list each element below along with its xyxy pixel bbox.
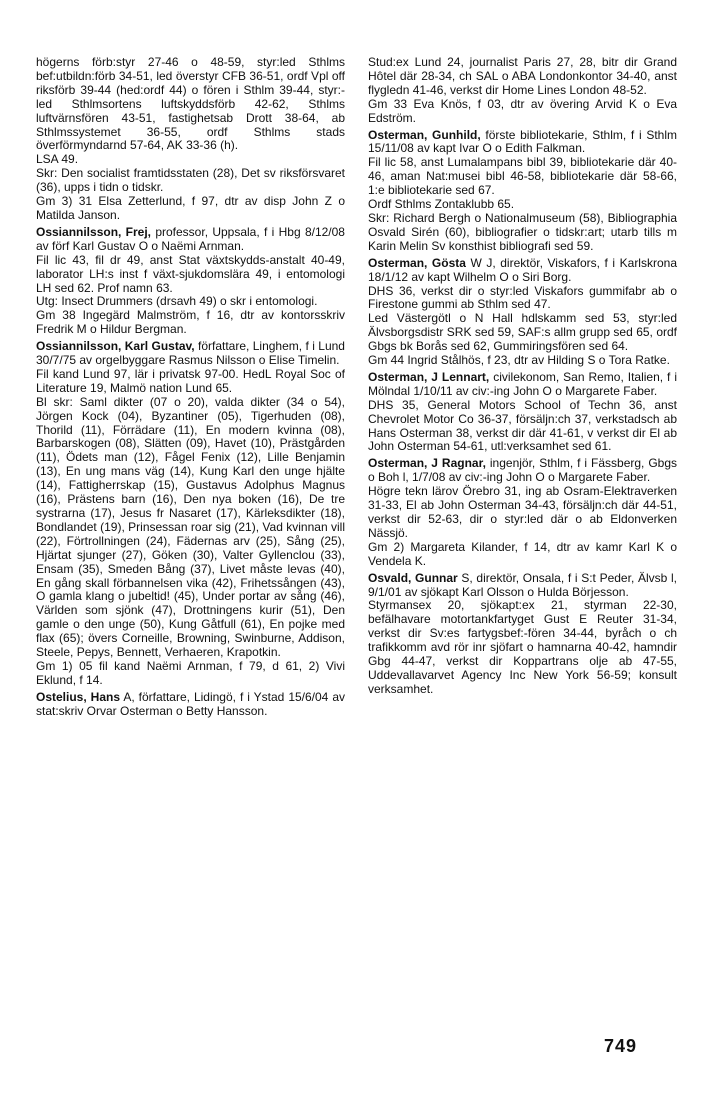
entry-paragraph — [368, 285, 677, 313]
entry-text: Fil lic 43, fil dr 49, anst Stat växtskydds-anstalt 40-49, laborator LH:s inst f växt-sjukdomslära 49, i entomologi LH sed 62. Prof namn 63. — [36, 252, 345, 295]
entry-name: Osvald, Gunnar — [368, 570, 458, 585]
entry-text: A, författare, Lidingö, f i Ystad 15/6/04 av stat:skriv Orvar Osterman o Betty Hansson. — [36, 689, 345, 718]
entry-text: Led Västergötl o N Hall hdlskamm sed 53, styr:led Älvsborgsdistr SRK sed 59, SAF:s allm grupp sed 65, ordf Gbgs bk Borås sed 62, Gummiringsfören sed 64. — [368, 311, 677, 354]
entry-paragraph — [368, 129, 677, 157]
entry-name: Ossiannilsson, Karl Gustav, — [36, 339, 195, 354]
entry-paragraph — [36, 295, 345, 309]
entry-paragraph — [36, 153, 345, 167]
biography-entry — [368, 572, 677, 697]
entry-text: civilekonom, San Remo, Italien, f i Mölndal 1/10/11 av civ:-ing John O o Margarete Faber. — [368, 369, 677, 398]
entry-text: Gm 3) 31 Elsa Zetterlund, f 97, dtr av disp John Z o Matilda Janson. — [36, 194, 345, 222]
entry-text: Skr: Richard Bergh o Nationalmuseum (58), Bibliographia Osvald Sirén (60), bibliografier o tidskr:art; utarb tills m Karin Melin Sv konsthist bibliografi sed 59. — [368, 210, 677, 253]
entry-text: DHS 36, verkst dir o styr:led Viskafors gummifabr ab o Firestone gummi ab Sthlm sed 47. — [368, 283, 677, 312]
entry-text: Gm 33 Eva Knös, f 03, dtr av övering Arvid K o Eva Edström. — [368, 96, 677, 125]
entry-paragraph — [368, 599, 677, 696]
entry-text: Bl skr: Saml dikter (07 o 20), valda dikter (34 o 54), Jörgen Kock (04), Byzantiner (05), Tigerhuden (08), Thorild (11), Förrädare (11), En modern kvinna (08), Barbarskogen (08), Slätten (09), Havet (10), Prästgården (11), Ödets man (12), Fågel Fenix (12), Lille Benjamin (13), En ung mans väg (14), Kung Karl den unge hjälte (14), Fattigherrskap (15), Gustavus Adolphus Magnus (16), Prästens barn (16), Den nya boken (16), De tre systrarna (17), Jesus fr Nasaret (17), Kärleksdikter (18), Bondlandet (19), Prinsessan roar sig (21), Vad kvinnan vill (22), Förtrollningen (24), Fädernas arv (25), Sång (25), Hjärtat sjunger (27), Göken (30), Valter Gyllenclou (33), Ensam (35), Smeden Bång (37), Livet måste levas (40), En gång skall förbannelsen vika (42), Frihetssången (43), O gamla klang o jubeltid! (45), Under portar av sång (46), Världen som sjönk (47), Drottningens kurir (51), Den gamle o den unge (50), Kung Gåtfull (61), En pojke med flax (65); övers Corneille, Browning, Swinburne, Addison, Steele, Pepys, Bennett, Verhaeren, Krapotkin. — [36, 394, 345, 660]
entry-text: förste bibliotekarie, Sthlm, f i Sthlm 15/11/08 av kapt Ivar O o Edith Falkman. — [368, 127, 677, 156]
entry-text: LSA 49. — [36, 152, 79, 167]
entry-name: Osterman, Gunhild, — [368, 127, 481, 142]
entry-name: Osterman, Gösta — [368, 255, 466, 270]
entry-text: författare, Linghem, f i Lund 30/7/75 av orgelbyggare Rasmus Nilsson o Elise Timelin. — [36, 339, 345, 368]
entry-name: Osterman, J Lennart, — [368, 369, 490, 384]
entry-name: Ostelius, Hans — [36, 689, 120, 704]
entry-text: Fil lic 58, anst Lumalampans bibl 39, bibliotekarie där 40-46, aman Nat:musei bibl 46-58, bibliotekarie där 58-66, 1:e bibliotekarie sed 67. — [368, 155, 677, 198]
entry-text: Gm 2) Margareta Kilander, f 14, dtr av kamr Karl K o Vendela K. — [368, 539, 677, 568]
entry-paragraph — [36, 660, 345, 688]
biography-entry — [36, 691, 345, 719]
entry-paragraph — [368, 98, 677, 126]
entry-paragraph — [368, 354, 677, 368]
entry-paragraph — [36, 691, 345, 719]
entry-text: Gm 1) 05 fil kand Naëmi Arnman, f 79, d 61, 2) Vivi Eklund, f 14. — [36, 658, 345, 687]
entry-text: W J, direktör, Viskafors, f i Karlskrona 18/1/12 av kapt Wilhelm O o Siri Borg. — [368, 255, 677, 284]
entry-paragraph — [36, 254, 345, 296]
entry-text: Styrmansex 20, sjökapt:ex 21, styrman 22-30, befälhavare motortankfartyget Gust E Reuter 31-34, verkst dir Sv:es fartygsbef:-fören 34-44, byråch o ch trafikkomm avd rör inr sjöfart o hamnarna 40-42, hamndir Gbg 44-47, verkst dir Koppartrans olje ab 47-55, Uddevallavarvet Agency Inc New York 56-59; konsult verksamhet. — [368, 598, 677, 696]
entry-paragraph — [368, 257, 677, 285]
left-column — [36, 56, 345, 722]
biography-entry — [368, 457, 677, 568]
right-column — [368, 56, 677, 700]
entry-paragraph — [368, 485, 677, 541]
biography-entry — [368, 257, 677, 368]
entry-paragraph — [36, 396, 345, 660]
entry-paragraph — [368, 541, 677, 569]
entry-text: professor, Uppsala, f i Hbg 8/12/08 av förf Karl Gustav O o Naëmi Arnman. — [36, 224, 345, 253]
entry-paragraph — [36, 368, 345, 396]
biography-entry — [36, 226, 345, 337]
biography-entry — [36, 56, 345, 223]
biography-entry — [36, 340, 345, 688]
biography-entry — [368, 371, 677, 454]
entry-paragraph — [368, 457, 677, 485]
entry-text: ingenjör, Sthlm, f i Fässberg, Gbgs o Boh l, 1/7/08 av civ:-ing John O o Margarete Faber. — [368, 456, 678, 485]
page-number: 749 — [604, 1036, 638, 1056]
entry-text: Gm 38 Ingegärd Malmström, f 16, dtr av kontorsskriv Fredrik M o Hildur Bergman. — [36, 308, 345, 337]
entry-text: Gm 44 Ingrid Stålhös, f 23, dtr av Hilding S o Tora Ratke. — [368, 353, 670, 368]
entry-paragraph — [36, 167, 345, 195]
entry-text: DHS 35, General Motors School of Techn 36, anst Chevrolet Motor Co 36-37, försäljn:ch 37, verkstadsch ab Hans Osterman 38, verkst dir där 41-61, v verkst dir El ab John Osterman 54-61, utl:verksamhet sed 61. — [368, 397, 677, 454]
entry-paragraph — [368, 156, 677, 198]
entry-text: Högre tekn lärov Örebro 31, ing ab Osram-Elektraverken 31-33, El ab John Osterman 34-43, försäljn:ch där 44-51, verkst dir 52-63, dir o styr:led där o ab Eldonverken Nässjö. — [368, 484, 677, 540]
entry-paragraph — [36, 56, 345, 153]
entry-text: Stud:ex Lund 24, journalist Paris 27, 28, bitr dir Grand Hôtel där 28-34, ch SAL o ABA Londonkontor 34-40, anst flygledn 41-46, verkst dir Home Lines London 48-52. — [368, 55, 677, 97]
entry-paragraph — [36, 340, 345, 368]
entry-paragraph — [368, 371, 677, 399]
entry-text: högerns förb:styr 27-46 o 48-59, styr:led Sthlms bef:utbildn:förb 34-51, led överstyr CFB 36-51, ordf Vpl off riksförb 39-44 (hed:ordf 44) o fören i Sthlm 39-44, styr:-led Sthlmsortens luftskyddsförb 42-62, Sthlms luftvärnsfören 43-51, fastighetsab Drott 38-64, ab Sthlmssystemet 36-55, ordf Sthlms stads överförmyndarnd 57-64, AK 33-36 (h). — [36, 55, 345, 153]
entry-paragraph — [368, 312, 677, 354]
entry-paragraph — [368, 212, 677, 254]
entry-text: Utg: Insect Drummers (drsavh 49) o skr i entomologi. — [36, 294, 318, 309]
entry-paragraph — [368, 198, 677, 212]
entry-name: Ossiannilsson, Frej, — [36, 224, 152, 239]
entry-paragraph — [368, 572, 677, 600]
entry-paragraph — [368, 399, 677, 455]
entry-paragraph — [36, 309, 345, 337]
biography-entry — [368, 129, 677, 254]
entry-text: Fil kand Lund 97, lär i privatsk 97-00. HedL Royal Soc of Literature 19, Malmö nation Lund 65. — [36, 366, 345, 395]
entry-text: S, direktör, Onsala, f i S:t Peder, Älvsb l, 9/1/01 av sjökapt Karl Olsson o Hulda Börjesson. — [368, 570, 677, 599]
entry-paragraph — [36, 226, 345, 254]
biography-entry — [368, 56, 677, 126]
entry-paragraph — [36, 195, 345, 223]
entry-text: Ordf Sthlms Zontaklubb 65. — [368, 197, 515, 212]
entry-text: Skr: Den socialist framtidsstaten (28), Det sv riksförsvaret (36), upps i tidn o tidskr. — [36, 166, 345, 195]
entry-name: Osterman, J Ragnar, — [368, 456, 486, 471]
entry-paragraph — [368, 56, 677, 98]
